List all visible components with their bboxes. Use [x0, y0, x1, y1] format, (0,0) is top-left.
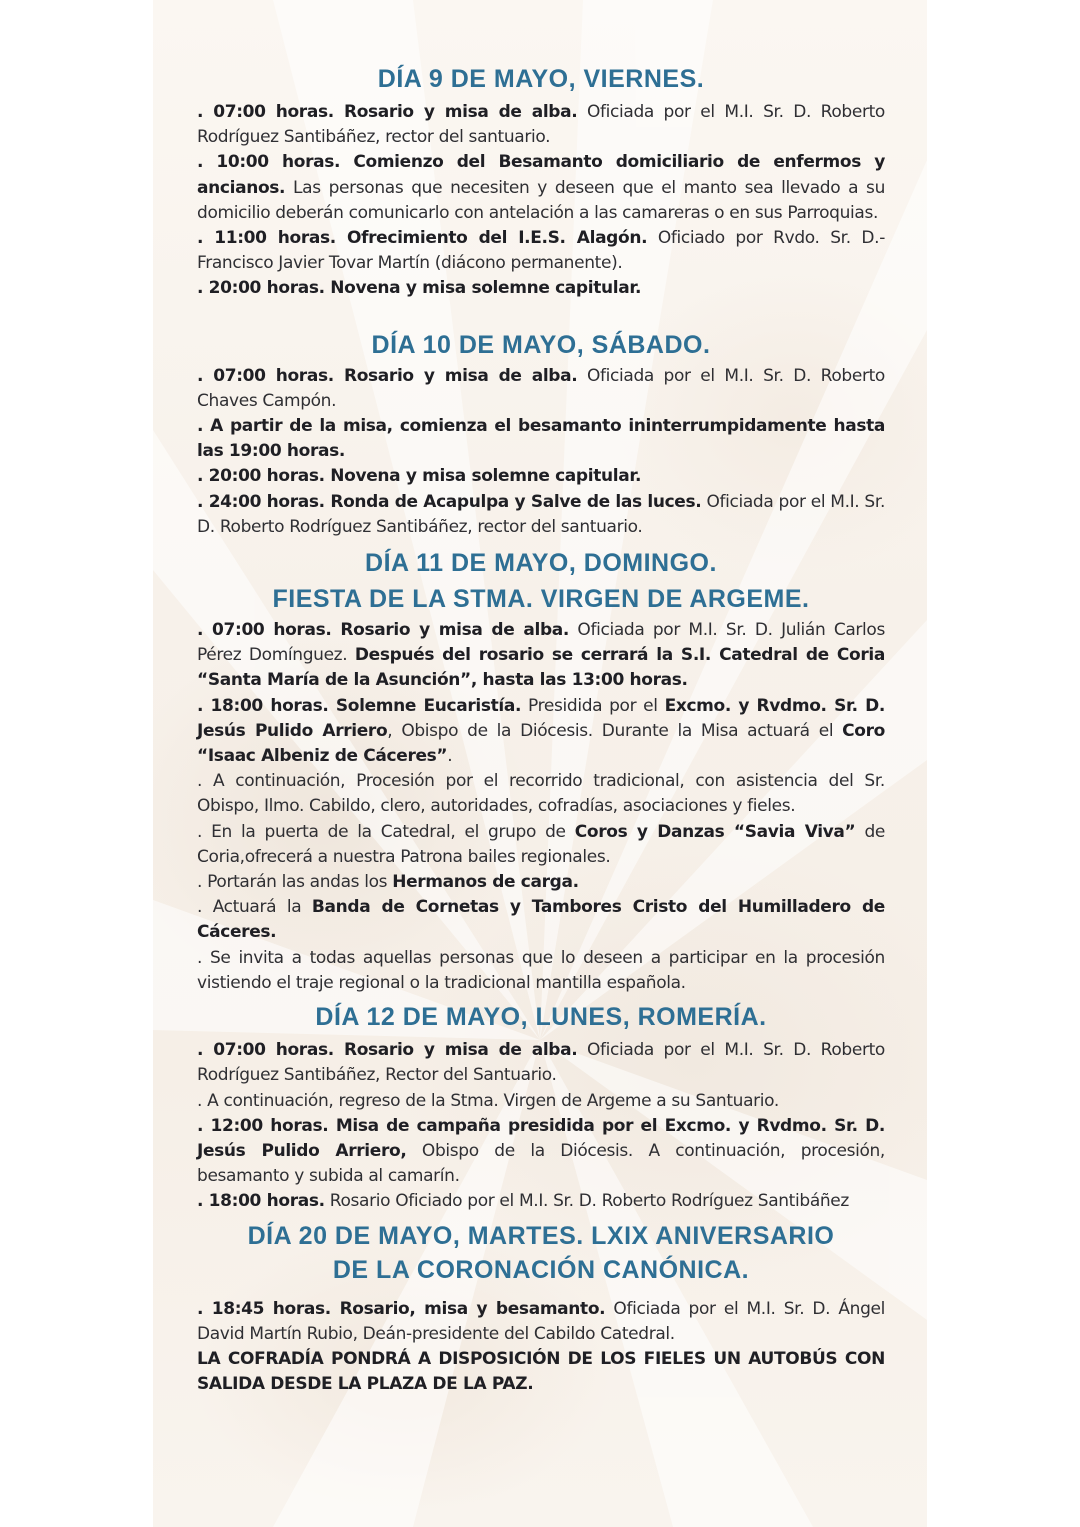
heading-day-11: DÍA 11 DE MAYO, DOMINGO.	[365, 549, 717, 578]
list-item: . 24:00 horas. Ronda de Acapulpa y Salve de las luces. Oficiada por el M.I. Sr. D. Roberto Rodríguez Santibáñez, rector del santuario.	[197, 491, 885, 537]
list-item: . 18:00 horas. Rosario Oficiado por el M.I. Sr. D. Roberto Rodríguez Santibáñez	[197, 1191, 849, 1212]
list-item: . 11:00 horas. Ofrecimiento del I.E.S. Alagón. Oficiado por Rvdo. Sr. D.- Francisco Javier Tovar Martín (diácono permanente).	[197, 228, 885, 274]
list-item: . Portarán las andas los Hermanos de carga.	[197, 872, 579, 893]
list-item: . 10:00 horas. Comienzo del Besamanto domiciliario de enfermos y ancianos. Las personas que necesiten y deseen que el manto sea llevado a su domicilio deberán comunicarlo con antelación a las camareras o en sus Parroquias.	[197, 152, 885, 223]
list-item: . Se invita a todas aquellas personas que lo deseen a participar en la procesión vistiendo el traje regional o la tradicional mantilla española.	[197, 947, 885, 993]
list-item: . 20:00 horas. Novena y misa solemne capitular.	[197, 466, 642, 487]
list-item: . 20:00 horas. Novena y misa solemne capitular.	[197, 278, 642, 299]
list-item: . 07:00 horas. Rosario y misa de alba. Oficiada por M.I. Sr. D. Julián Carlos Pérez Domínguez. Después del rosario se cerrará la S.I. Catedral de Coria “Santa María de la Asunción”, hasta las 13:00 horas.	[197, 620, 885, 691]
list-item: . 07:00 horas. Rosario y misa de alba. Oficiada por el M.I. Sr. D. Roberto Chaves Campón.	[197, 365, 885, 411]
list-item: . 07:00 horas. Rosario y misa de alba. Oficiada por el M.I. Sr. D. Roberto Rodríguez Santibáñez, rector del santuario.	[197, 102, 885, 148]
list-item: . A continuación, Procesión por el recorrido tradicional, con asistencia del Sr. Obispo, Ilmo. Cabildo, clero, autoridades, cofradías, asociaciones y fieles.	[197, 771, 885, 817]
section-day-12	[197, 1038, 885, 1214]
program-content	[197, 62, 885, 1397]
list-item: . 12:00 horas. Misa de campaña presidida por el Excmo. y Rvdmo. Sr. D. Jesús Pulido Arriero, Obispo de la Diócesis. A continuación, procesión, besamanto y subida al camarín.	[197, 1115, 885, 1187]
heading-day-10: DÍA 10 DE MAYO, SÁBADO.	[371, 330, 711, 359]
section-day-11	[197, 618, 885, 996]
program-page	[153, 0, 927, 1527]
section-day-10	[197, 364, 885, 540]
section-day-20	[197, 1297, 885, 1398]
list-item: . Actuará la Banda de Cornetas y Tambores Cristo del Humilladero de Cáceres.	[197, 897, 885, 943]
list-item: . 18:00 horas. Solemne Eucaristía. Presidida por el Excmo. y Rvdmo. Sr. D. Jesús Pulido Arriero, Obispo de la Diócesis. Durante la Misa actuará el Coro “Isaac Albeniz de Cáceres”.	[197, 695, 885, 767]
heading-day-11-subtitle: FIESTA DE LA STMA. VIRGEN DE ARGEME.	[272, 585, 810, 614]
heading-day-12: DÍA 12 DE MAYO, LUNES, ROMERÍA.	[315, 1003, 767, 1032]
heading-day-20-subtitle: DE LA CORONACIÓN CANÓNICA.	[332, 1255, 750, 1284]
section-day-9	[197, 100, 885, 302]
bus-notice: LA COFRADÍA PONDRÁ A DISPOSICIÓN DE LOS FIELES UN AUTOBÚS CON SALIDA DESDE LA PLAZA DE LA PAZ.	[197, 1348, 885, 1395]
list-item: . En la puerta de la Catedral, el grupo de Coros y Danzas “Savia Viva” de Coria,ofrecerá a nuestra Patrona bailes regionales.	[197, 821, 885, 867]
list-item: . A continuación, regreso de la Stma. Virgen de Argeme a su Santuario.	[197, 1090, 779, 1111]
list-item: . 18:45 horas. Rosario, misa y besamanto. Oficiada por el M.I. Sr. D. Ángel David Martín Rubio, Deán-presidente del Cabildo Catedral.	[197, 1298, 885, 1344]
list-item: . 07:00 horas. Rosario y misa de alba. Oficiada por el M.I. Sr. D. Roberto Rodríguez Santibáñez, Rector del Santuario.	[197, 1040, 885, 1086]
heading-day-20: DÍA 20 DE MAYO, MARTES. LXIX ANIVERSARIO	[247, 1221, 835, 1250]
list-item: . A partir de la misa, comienza el besamanto ininterrumpidamente hasta las 19:00 horas.	[197, 416, 885, 462]
heading-day-9: DÍA 9 DE MAYO, VIERNES.	[377, 65, 705, 93]
